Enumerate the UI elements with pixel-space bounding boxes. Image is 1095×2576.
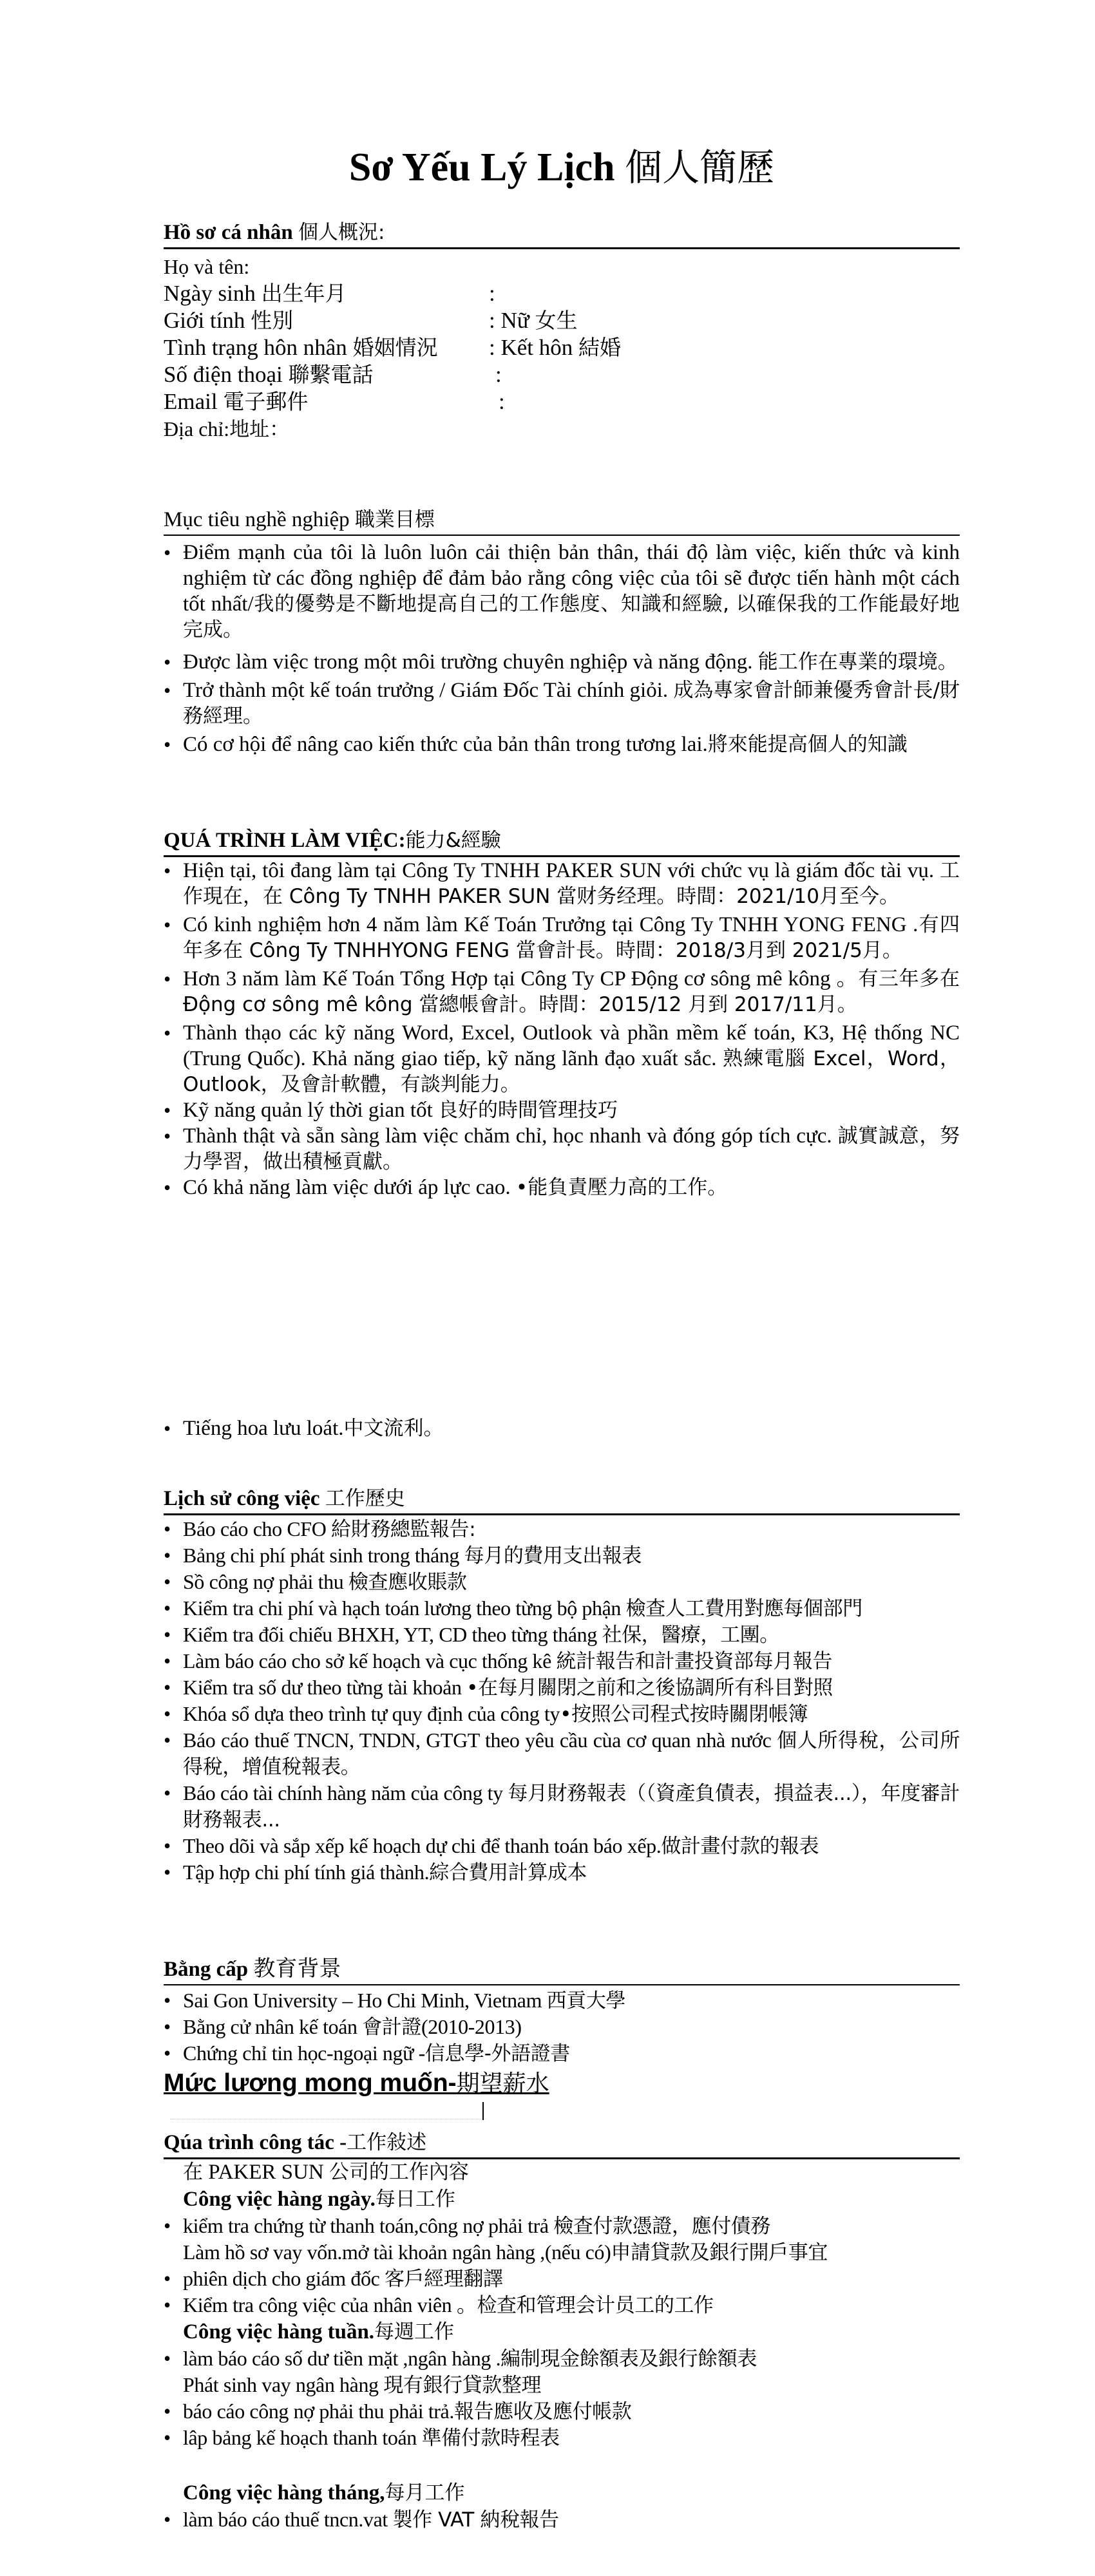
- item-zh: 檢查應收賬款: [348, 1571, 467, 1594]
- item-vi: Sai Gon University – Ho Chi Minh, Vietnam: [183, 1989, 547, 2012]
- list-item: [164, 1542, 960, 1569]
- section-heading-experience: [164, 827, 960, 857]
- item-vi: kiểm tra chứng từ thanh toán,công nợ phải trả: [183, 2214, 554, 2237]
- item-zh: 檢查付款憑證，應付債務: [553, 2215, 770, 2238]
- list-item: [164, 2040, 960, 2067]
- item-zh: •在每月關閉之前和之後協調所有科目對照: [466, 1676, 833, 1700]
- item-cont-vi: Làm hồ sơ vay vốn.mở tài khoản ngân hàng ,(nếu có): [183, 2240, 611, 2264]
- label-email: [164, 388, 499, 415]
- item-vi: Có khả năng làm việc dưới áp lực cao.: [183, 1176, 516, 1199]
- heading-text-vi: Qúa trình công tác -: [164, 2131, 347, 2154]
- item-zh: 統計報告和計畫投資部每月報告: [556, 1650, 832, 1673]
- item-vi: làm báo cáo thuế tncn.vat: [183, 2508, 393, 2531]
- list-item: [164, 1859, 960, 1886]
- list-item: [164, 858, 960, 909]
- item-vi: Báo cáo thuế TNCN, TNDN, GTGT theo yêu cầu cùa cơ quan nhà nước: [183, 1728, 777, 1752]
- item-zh: •按照公司程式按時關閉帳簿: [560, 1703, 808, 1726]
- label-vi: Email: [164, 389, 218, 414]
- item-zh: 綜合費用計算成本: [429, 1861, 587, 1884]
- weekly-task-list: [164, 2345, 960, 2451]
- item-zh: 做計畫付款的報表: [661, 1835, 819, 1858]
- item-zh: 報告應收及應付帳款: [453, 2400, 632, 2423]
- item-vi: Khóa sổ dựa theo trình tự quy định của công ty: [183, 1702, 560, 1725]
- title-vi: Sơ Yếu Lý Lịch: [348, 146, 615, 189]
- item-zh: 誠實誠意，努力學習，做出積極貢獻。: [183, 1124, 960, 1173]
- salary-heading: [164, 2069, 549, 2099]
- item-zh: 有四年多在 Công Ty TNHHYONG FENG 當會計長。時間：2018/3月到 2021/5月。: [183, 913, 960, 962]
- colon: :: [499, 389, 505, 414]
- item-vi: Kiểm tra công việc của nhân viên 。: [183, 2293, 477, 2316]
- item-vi: Kỹ năng quản lý thời gian tốt: [183, 1099, 438, 1122]
- item-vi: Theo dõi và sắp xếp kế hoạch dự chi để thanh toán báo xếp.: [183, 1834, 662, 1857]
- item-vi: Có kinh nghiệm hơn 4 năm làm Kế Toán Trưởng tại Công Ty TNHH YONG FENG .: [183, 913, 919, 936]
- heading-text-zh: 每月工作: [385, 2481, 465, 2505]
- item-cont-vi: Phát sinh vay ngân hàng: [183, 2373, 384, 2396]
- label-zh: 聯繫電話: [288, 362, 374, 387]
- info-row-name: [164, 253, 960, 280]
- colon: :: [489, 308, 495, 333]
- list-item: [164, 540, 960, 643]
- list-item: [164, 2398, 960, 2425]
- heading-text-zh: 每日工作: [375, 2188, 455, 2211]
- item-zh: 會計證: [362, 2016, 422, 2039]
- company-name: PAKER SUN: [203, 2161, 329, 2184]
- list-item: [164, 1622, 960, 1648]
- list-item: [164, 1516, 960, 1542]
- job-description-block: [164, 2159, 960, 2533]
- label-zh: 婚姻情況: [352, 335, 438, 360]
- item-vi: Điểm mạnh của tôi là luôn luôn cải thiện bản thân, thái độ làm việc, kiến thức và kinh nghiệm từ các đồng nghiệp để đảm bảo rằng công việc của tôi sẽ được tiến hành một cách tốt nhất/: [183, 541, 960, 616]
- salary-input-field[interactable]: [170, 2099, 486, 2119]
- heading-text-vi: Công việc hàng tuần.: [183, 2320, 375, 2344]
- item-zh: 检查和管理会计员工的工作: [477, 2294, 714, 2317]
- label-zh: 地址：: [229, 418, 290, 441]
- value-vi: Kết hôn: [500, 335, 579, 360]
- label-phone: [164, 361, 495, 388]
- heading-text-vi: Hồ sơ cá nhân: [164, 221, 293, 244]
- item-vi: lâp bảng kế hoạch thanh toán: [183, 2426, 422, 2449]
- section-heading-personal: [164, 219, 960, 249]
- item-vi: Bằng cử nhân kế toán: [183, 2015, 363, 2038]
- list-item: [164, 2213, 960, 2266]
- label-name: Họ và tên:: [164, 255, 250, 278]
- item-vi: Bảng chi phí phát sinh trong tháng: [183, 1544, 464, 1567]
- item-zh: •能負責壓力高的工作。: [515, 1176, 728, 1199]
- section-heading-salary: [164, 2069, 960, 2099]
- label-vi: Địa chỉ:: [164, 417, 230, 440]
- heading-text-vi: Lịch sử công việc: [164, 1487, 325, 1510]
- item-zh: 客戶經理翻譯: [384, 2268, 503, 2291]
- company-line-zh-suffix: 公司的工作內容: [328, 2161, 469, 2184]
- list-item: [164, 2345, 960, 2398]
- item-vi: Sồ công nợ phải thu: [183, 1570, 348, 1593]
- label-vi: Ngày sinh: [164, 281, 256, 306]
- list-item: [164, 1123, 960, 1175]
- section-heading-objective: [164, 506, 960, 536]
- list-item: [164, 2014, 960, 2040]
- colon: :: [489, 281, 495, 306]
- list-item: [164, 912, 960, 963]
- list-item: [164, 2266, 960, 2292]
- list-item: [164, 966, 960, 1018]
- info-row-address: [164, 415, 960, 443]
- heading-text-zh: 職業目標: [354, 508, 435, 531]
- item-zh: 編制現金餘額表及銀行餘額表: [500, 2347, 757, 2371]
- value-phone: [495, 361, 502, 388]
- list-item: [164, 1416, 960, 1441]
- section-heading-job-description: [164, 2129, 960, 2159]
- list-item: [164, 732, 960, 757]
- item-vi: Kiểm tra số dư theo từng tài khoản: [183, 1676, 467, 1699]
- list-item: [164, 1987, 960, 2014]
- label-gender: [164, 307, 489, 334]
- item-vi: Trở thành một kế toán trưởng / Giám Đốc Tài chính giỏi.: [183, 679, 674, 702]
- label-vi: Tình trạng hôn nhân: [164, 335, 347, 360]
- item-vi: Báo cáo tài chính hàng năm của công ty: [183, 1781, 508, 1804]
- subheading-weekly: [164, 2318, 960, 2345]
- language-skill-list: [164, 1416, 960, 1441]
- item-zh: 工作現在，在 Công Ty TNHH PAKER SUN 當财务经理。時間：2021/10月至今。: [183, 859, 960, 908]
- value-gender: [489, 307, 577, 334]
- colon: :: [495, 362, 502, 387]
- title-zh: 個人簡歷: [625, 146, 775, 189]
- text-cursor-mark: [482, 2102, 484, 2120]
- item-vi: Báo cáo cho CFO: [183, 1517, 332, 1540]
- heading-text-vi: Công việc hàng tháng,: [183, 2481, 385, 2505]
- item-zh: 每月的費用支出報表: [464, 1544, 642, 1567]
- item-vi: Làm báo cáo cho sở kế hoạch và cục thống kê: [183, 1649, 557, 1672]
- label-birthdate: [164, 280, 489, 307]
- list-item: [164, 2425, 960, 2451]
- personal-info-block: [164, 253, 960, 443]
- item-zh: 中文流利。: [343, 1417, 444, 1440]
- label-vi: Giới tính: [164, 308, 245, 333]
- value-email: [499, 388, 505, 415]
- value-zh: 結婚: [578, 335, 622, 360]
- value-vi: Nữ: [500, 308, 529, 333]
- info-row-phone: [164, 361, 960, 388]
- item-vi: Chứng chỉ tin học-ngoại ngữ -: [183, 2041, 425, 2065]
- list-item: [164, 1175, 960, 1200]
- experience-list: [164, 858, 960, 1200]
- info-row-marital-status: [164, 334, 960, 361]
- item-vi: làm báo cáo số dư tiền mặt ,ngân hàng .: [183, 2347, 501, 2370]
- list-item: [164, 1020, 960, 1097]
- heading-text-vi: Mục tiêu nghề nghiệp: [164, 508, 355, 531]
- section-heading-education: [164, 1955, 960, 1985]
- item-years: (2010-2013): [421, 2015, 522, 2038]
- list-item: [164, 1833, 960, 1859]
- item-zh: 西貢大學: [546, 1989, 626, 2012]
- heading-text-zh: 期望薪水: [456, 2070, 549, 2097]
- work-history-list: [164, 1516, 960, 1886]
- heading-text-zh: 能力&經驗: [405, 829, 501, 852]
- label-marital-status: [164, 334, 489, 361]
- list-item: [164, 649, 960, 675]
- item-vi: Tập hợp chi phí tính giá thành.: [183, 1861, 430, 1884]
- list-item: [164, 1727, 960, 1780]
- label-zh: 出生年月: [261, 281, 347, 306]
- item-zh: 個人所得稅，公司所得稅，增值稅報表。: [183, 1729, 960, 1779]
- item-zh: 信息學-外語證書: [424, 2042, 570, 2065]
- item-zh: 將來能提高個人的知識: [707, 733, 908, 756]
- item-vi: Thành thạo các kỹ năng Word, Excel, Outlook và phần mềm kế toán, K3, Hệ thống NC (Trung Quốc). Khả năng giao tiếp, kỹ năng lãnh đạo xuất sắc.: [183, 1021, 960, 1070]
- heading-text-zh: 每週工作: [374, 2320, 455, 2344]
- colon: :: [489, 335, 495, 360]
- item-zh: 社保，醫療，工團。: [602, 1624, 779, 1647]
- item-zh: 能工作在專業的環境。: [757, 650, 958, 674]
- heading-text-zh: 教育背景: [253, 1956, 341, 1982]
- list-item: [164, 1569, 960, 1595]
- item-zh: 每月財務報表（（資產負債表，損益表...），年度審計財務報表...: [183, 1782, 960, 1832]
- item-vi: Hiện tại, tôi đang làm tại Công Ty TNHH PAKER SUN với chức vụ là giám đốc tài vụ.: [183, 859, 940, 882]
- item-cont-zh: 申請貸款及銀行開戶事宜: [611, 2241, 828, 2264]
- item-zh: 給財務總監報告:: [331, 1518, 476, 1541]
- item-vi: Hơn 3 năm làm Kế Toán Tổng Hợp tại Công Ty CP Động cơ sông mê kông 。: [183, 967, 859, 990]
- company-line: [164, 2159, 960, 2186]
- heading-text-zh: 工作歷史: [325, 1487, 405, 1510]
- education-list: [164, 1987, 960, 2067]
- subheading-monthly: [164, 2479, 960, 2506]
- item-zh: 良好的時間管理技巧: [437, 1099, 618, 1122]
- list-item: [164, 1648, 960, 1674]
- list-item: [164, 2292, 960, 2318]
- item-vi: báo cáo công nợ phải thu phải trả.: [183, 2400, 454, 2423]
- heading-text-vi: Bằng cấp: [164, 1958, 254, 1981]
- list-item: [164, 1097, 960, 1123]
- item-vi: Kiểm tra chi phí và hạch toán lương theo từng bộ phận: [183, 1596, 626, 1620]
- item-vi: phiên dịch cho giám đốc: [183, 2267, 385, 2290]
- label-zh: 性別: [251, 308, 294, 333]
- subheading-daily: [164, 2186, 960, 2213]
- item-vi: Thành thật và sẵn sàng làm việc chăm chỉ, học nhanh và đóng góp tích cực.: [183, 1124, 838, 1148]
- item-zh: 熟練電腦 Excel，Word，Outlook，及會計軟體，有談判能力。: [183, 1047, 960, 1096]
- daily-task-list: [164, 2213, 960, 2318]
- value-zh: 女生: [535, 308, 578, 333]
- item-zh: 準備付款時程表: [421, 2427, 560, 2450]
- list-item: [164, 1701, 960, 1727]
- page-title: [164, 142, 960, 193]
- item-zh: 檢查人工費用對應每個部門: [625, 1597, 862, 1620]
- label-zh: 電子郵件: [223, 389, 309, 414]
- info-row-birthdate: [164, 280, 960, 307]
- item-zh: 成為專家會計師兼優秀會計長/財務經理。: [183, 679, 960, 728]
- list-item: [164, 1595, 960, 1622]
- item-vi: Kiểm tra đối chiếu BHXH, YT, CD theo từng tháng: [183, 1623, 602, 1646]
- monthly-task-list: [164, 2506, 960, 2533]
- item-zh: 製作 VAT 納稅報告: [392, 2508, 559, 2532]
- item-vi: Tiếng hoa lưu loát.: [183, 1417, 344, 1440]
- list-item: [164, 2506, 960, 2533]
- item-vi: Có cơ hội để nâng cao kiến thức của bản thân trong tương lai.: [183, 733, 708, 756]
- heading-text-zh: 工作敍述: [347, 2131, 427, 2154]
- info-row-email: [164, 388, 960, 415]
- heading-text-vi: Mức lương mong muốn-: [164, 2069, 457, 2097]
- heading-text-vi: Công việc hàng ngày.: [183, 2188, 376, 2211]
- heading-text-vi: QUÁ TRÌNH LÀM VIỆC:: [164, 829, 406, 852]
- label-vi: Số điện thoại: [164, 362, 283, 387]
- item-cont-zh: 現有銀行貸款整理: [383, 2374, 542, 2397]
- objective-list: [164, 540, 960, 757]
- company-line-zh-prefix: 在: [183, 2161, 203, 2184]
- heading-text-zh: 個人概況:: [298, 221, 385, 244]
- list-item: [164, 677, 960, 729]
- label-address: [164, 415, 489, 443]
- section-heading-work-history: [164, 1485, 960, 1515]
- list-item: [164, 1780, 960, 1833]
- info-row-gender: [164, 307, 960, 334]
- list-item: [164, 1674, 960, 1701]
- value-birthdate: [489, 280, 495, 307]
- item-vi: Được làm việc trong một môi trường chuyên nghiệp và năng động.: [183, 650, 758, 674]
- item-zh: 我的優勢是不斷地提高自己的工作態度、知識和經驗, 以確保我的工作能最好地完成。: [183, 592, 960, 641]
- item-zh: 有三年多在 Động cơ sông mê kông 當總帳會計。時間：2015/12 月到 2017/11月。: [183, 967, 960, 1016]
- value-marital-status: [489, 334, 621, 361]
